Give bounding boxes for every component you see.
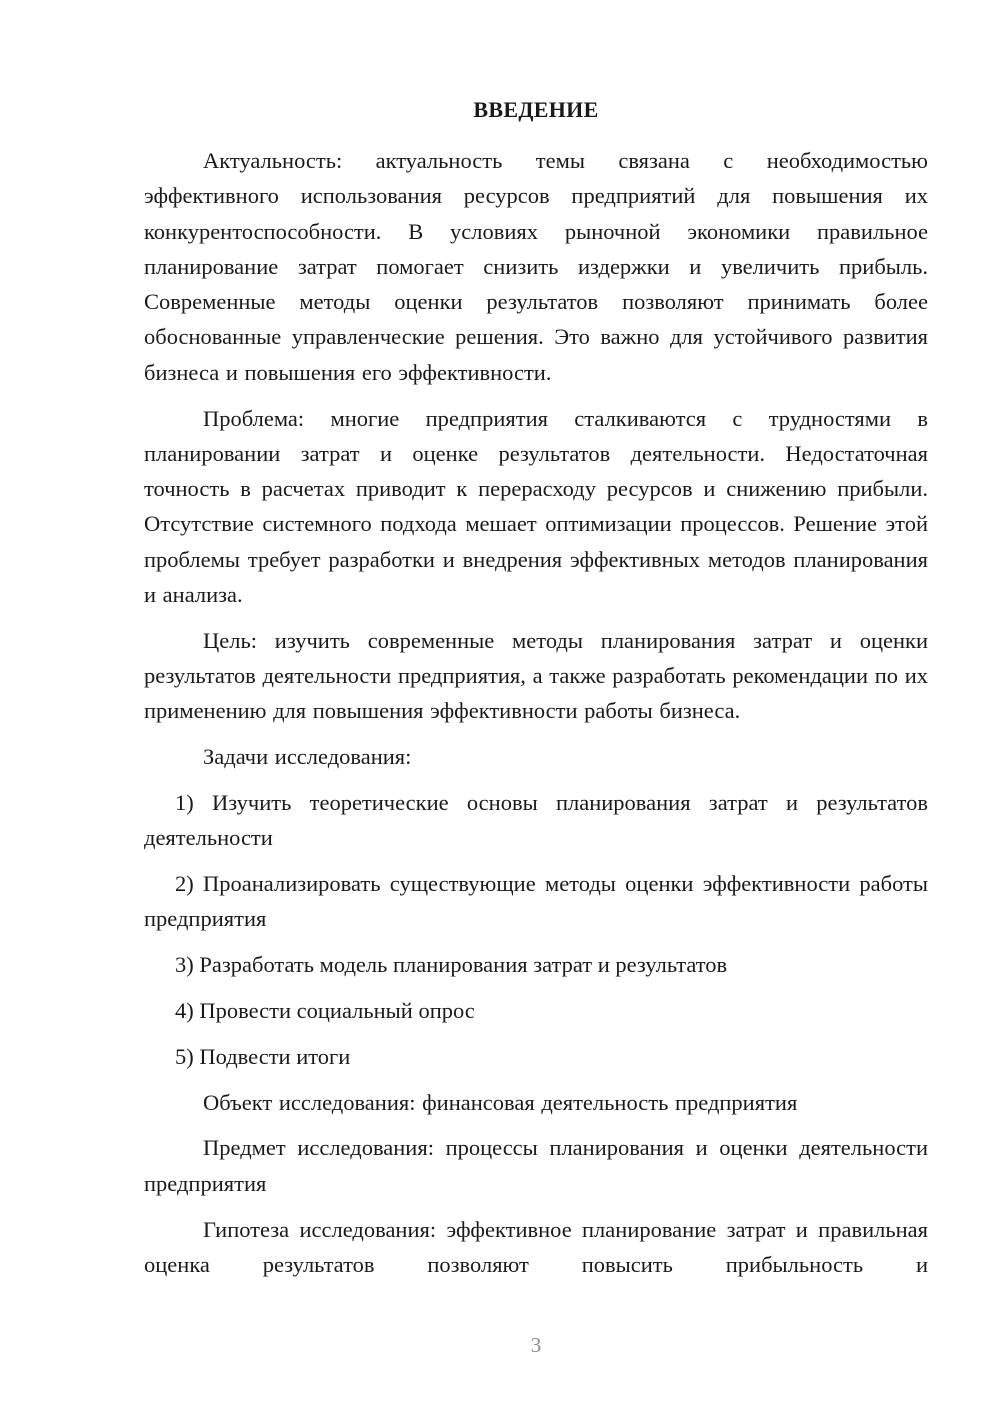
object-paragraph: Объект исследования: финансовая деятельность предприятия (203, 1089, 798, 1115)
task-item: 3) Разработать модель планирования затрат и результатов (175, 952, 728, 978)
goal-paragraph: Цель: изучить современные методы планирования затрат и оценки результатов деятельности предприятия, а также разработать рекомендации по их применению для повышения эффективности работы бизнеса. (144, 627, 928, 724)
task-item: 4) Провести социальный опрос (175, 998, 475, 1024)
document-body (144, 143, 928, 1293)
task-item: 2) Проанализировать существующие методы оценки эффективности работы предприятия (144, 871, 928, 932)
task-item: 1) Изучить теоретические основы планирования затрат и результатов деятельности (144, 790, 928, 851)
problem-paragraph: Проблема: многие предприятия сталкиваются с трудностями в планировании затрат и оценке результатов деятельности. Недостаточная точность в расчетах приводит к перерасходу ресурсов и снижению прибыли. Отсутствие системного подхода мешает оптимизации процессов. Решение этой проблемы требует разработки и внедрения эффективных методов планирования и анализа. (144, 405, 928, 608)
subject-paragraph: Предмет исследования: процессы планирования и оценки деятельности предприятия (144, 1135, 928, 1196)
hypothesis-paragraph: Гипотеза исследования: эффективное планирование затрат и правильная оценка результатов позволяют повысить прибыльность и (144, 1216, 928, 1277)
task-item: 5) Подвести итоги (175, 1043, 351, 1069)
relevance-paragraph: Актуальность: актуальность темы связана с необходимостью эффективного использования ресурсов предприятий для повышения их конкурентоспособности. В условиях рыночной экономики правильное планирование затрат помогает снизить издержки и увеличить прибыль. Современные методы оценки результатов позволяют принимать более обоснованные управленческие решения. Это важно для устойчивого развития бизнеса и повышения его эффективности. (144, 148, 928, 385)
page-number: 3 (530, 1333, 542, 1357)
tasks-heading: Задачи исследования: (203, 744, 412, 770)
page-title: ВВЕДЕНИЕ (473, 97, 599, 122)
